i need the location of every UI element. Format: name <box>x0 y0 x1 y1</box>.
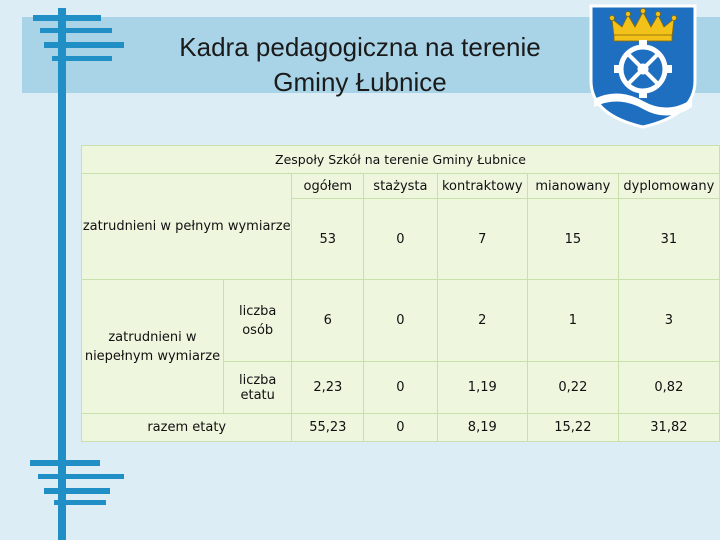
table-caption: Zespoły Szkół na terenie Gminy Łubnice <box>82 146 720 174</box>
staff-table <box>81 145 720 442</box>
row-label-full-time: zatrudnieni w pełnym wymiarze <box>82 174 292 280</box>
decor-stroke <box>54 500 106 505</box>
decor-stroke <box>44 42 124 48</box>
title-line-2: Gminy Łubnice <box>273 67 447 97</box>
cell-total-mianowany: 15,22 <box>527 414 618 442</box>
decor-stroke <box>44 488 110 494</box>
cell-full-time-stazysta: 0 <box>364 199 437 280</box>
cell-full-time-ogolem: 53 <box>292 199 364 280</box>
row-sublabel-posts: liczba etatu <box>223 362 292 414</box>
cell-total-ogolem: 55,23 <box>292 414 364 442</box>
column-header-stazysta: stażysta <box>364 174 437 199</box>
cell-posts-mianowany: 0,22 <box>527 362 618 414</box>
cell-total-stazysta: 0 <box>364 414 437 442</box>
column-header-kontraktowy: kontraktowy <box>437 174 527 199</box>
cell-persons-ogolem: 6 <box>292 280 364 362</box>
cell-posts-dyplomowany: 0,82 <box>618 362 719 414</box>
cell-full-time-dyplomowany: 31 <box>618 199 719 280</box>
row-sublabel-persons: liczba osób <box>223 280 292 362</box>
row-label-total: razem etaty <box>82 414 292 442</box>
row-label-part-time: zatrudnieni w niepełnym wymiarze <box>82 280 224 414</box>
page-title <box>130 30 590 100</box>
column-header-ogolem: ogółem <box>292 174 364 199</box>
column-header-dyplomowany: dyplomowany <box>618 174 719 199</box>
cell-persons-stazysta: 0 <box>364 280 437 362</box>
decor-stroke <box>38 474 124 479</box>
cell-total-kontraktowy: 8,19 <box>437 414 527 442</box>
cell-persons-mianowany: 1 <box>527 280 618 362</box>
decor-stroke <box>52 56 112 61</box>
title-line-1: Kadra pedagogiczna na terenie <box>179 32 541 62</box>
decor-stroke <box>40 28 112 33</box>
cell-posts-ogolem: 2,23 <box>292 362 364 414</box>
cell-persons-kontraktowy: 2 <box>437 280 527 362</box>
column-header-mianowany: mianowany <box>527 174 618 199</box>
cell-posts-kontraktowy: 1,19 <box>437 362 527 414</box>
decor-stroke <box>33 15 101 21</box>
cell-total-dyplomowany: 31,82 <box>618 414 719 442</box>
cell-persons-dyplomowany: 3 <box>618 280 719 362</box>
decor-stroke <box>30 460 100 466</box>
cell-full-time-mianowany: 15 <box>527 199 618 280</box>
coat-of-arms-icon <box>588 3 698 129</box>
cell-full-time-kontraktowy: 7 <box>437 199 527 280</box>
cell-posts-stazysta: 0 <box>364 362 437 414</box>
